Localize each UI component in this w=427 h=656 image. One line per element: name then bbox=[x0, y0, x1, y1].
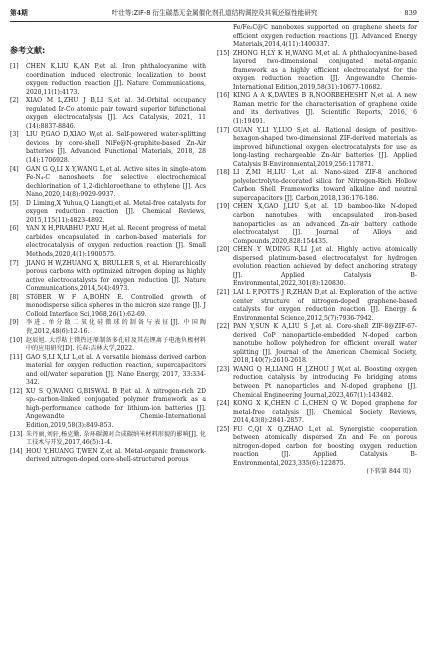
reference-item bbox=[217, 92, 417, 126]
reference-text: GAN G Q,LI X Y,WANG L,et al. Active sites in single-atom Fe-N₄-C nanosheets for selective electrochemical dechlorination of 1,2-dichloroethane to ethylene [J]. Acs Nano,2020,14(8):9929-9937. bbox=[26, 165, 206, 199]
reference-text: 朱丹丽,刘轩,杨克勤. 杂环碳源对合成碳纳米材料形貌的影响[J]. 化工技术与开发,2017,46(5):1-4. bbox=[26, 430, 206, 447]
reference-number: [16] bbox=[217, 92, 230, 100]
reference-item bbox=[217, 289, 417, 323]
reference-text: GAO S,LI X,LI L,et al. A versatile biomass derived carbon material for oxygen reduction reaction, supercapacitors and oil/water separation [J]. Nano Energy, 2017, 33:334-342. bbox=[26, 353, 206, 387]
reference-item bbox=[10, 294, 206, 320]
reference-item bbox=[217, 169, 417, 203]
reference-number: [13] bbox=[10, 430, 23, 438]
reference-number: [9] bbox=[10, 319, 19, 327]
references-left-column bbox=[10, 63, 206, 465]
reference-number: [25] bbox=[217, 425, 230, 433]
reference-text: 赵辰旭. 大浮粘土镁热还原制备多孔硅及其在锂离子电池负极材料中的应用研究[D]. 长春:吉林大学,2022. bbox=[26, 336, 206, 353]
reference-item bbox=[10, 354, 206, 388]
reference-number: [10] bbox=[10, 336, 23, 344]
reference-text: JIANG H W,ZHUANG X, BRULLER S, et al. Hierarchically porous carbons with optimized nitrogen doping as highly active electrocatalysts for oxygen reduction [J]. Nature Communications,2014,5(4):4973. bbox=[26, 259, 206, 293]
reference-item bbox=[10, 63, 206, 97]
reference-item bbox=[217, 203, 417, 246]
reference-number: [7] bbox=[10, 259, 19, 267]
reference-text: 李进. 单分散二氧化硅微球的制备与表征[J]. 中国陶瓷,2012,48(6):12-16. bbox=[26, 319, 206, 335]
reference-text: XU S Q,WANG G,BISWAL B P,et al. A nitrogen-rich 2D sp₂-carbon-linked conjugated polymer framework as a high-performance cathode for lithium-ion batteries [J]. Angewandte Chemie-International Edition,2019,58(3):849-853. bbox=[26, 387, 206, 429]
reference-item bbox=[10, 166, 206, 200]
reference-number: [22] bbox=[217, 323, 230, 331]
reference-number: [20] bbox=[217, 246, 230, 254]
reference-item bbox=[10, 200, 206, 226]
reference-text: CHEN K,LIU K,AN P,et al. Iron phthalocyanine with coordination induced electronic localization to boost oxygen reduction reaction [J]. Nature Communications, 2020,11(1):4173. bbox=[26, 63, 206, 96]
reference-text: LAI L F,POTTS J R,ZHAN D,et al. Exploration of the active center structure of nitrogen-doped graphene-based catalysts for oxygen reduction reaction [J]. Energy & Environmental Science,2012,5(7):7936-7942. bbox=[233, 288, 417, 322]
reference-number: [8] bbox=[10, 293, 19, 301]
reference-text: FU C,QI X Q,ZHAO L,et al. Synergistic cooperation between atomically dispersed Zn and Fe on porous nitrogen-doped carbon for boosting oxygen reduction reaction [J]. Applied Catalysis B-Environmental,2023,335(6):122875. bbox=[233, 425, 417, 467]
reference-item bbox=[217, 366, 417, 400]
continued-note: (下转第 844 页) bbox=[366, 468, 411, 476]
reference-text: YAN X H,PRABHU P,XU H,et al. Recent progress of metal carbides encapsulated in carbon-based materials for electrocatalysis of oxygen reduction reaction [J]. Small Methods,2020,4(1):1900575. bbox=[26, 225, 206, 259]
reference-text: PAN Y,SUN K A,LIU S J,et al. Core-shell ZIF-8@ZIF-67-derived CoP nanoparticle-embedded N-doped carbon nanotube hollow polyhedron for efficient overall water splitting [J]. Journal of the American Chemical Society, 2018,140(7):2610-2618. bbox=[233, 323, 417, 365]
reference-text: WANG Q H,LIANG H J,ZHOU J W,et al. Boosting oxygen reduction catalysis by introducing Fe bridging atoms between Pt nanoparticles and N-doped graphene [J]. Chemical Engineering Journal,2023,467(1):143482. bbox=[233, 365, 417, 399]
reference-item bbox=[10, 431, 206, 448]
reference-text: GUAN Y,LI Y,LUO S,et al. Rational design of positive-hexagon-shaped two-dimensional ZIF-derived materials as improved bifunctional oxygen electrocatalysts for use as long-lasting rechargeable Zn-Air batteries [J]. Applied Catalysis B-Environmental,2019,256:117871. bbox=[233, 126, 417, 168]
reference-item bbox=[10, 97, 206, 131]
reference-item bbox=[217, 400, 417, 426]
page-header bbox=[10, 7, 419, 19]
reference-number: [6] bbox=[10, 225, 19, 233]
reference-text: ZHONG H,LY K H,WANG M,et al. A phthalocyanine-based layered two-dimensional conjugated metal-organic framework as a highly efficient electrocatalyst for the oxygen reduction reaction [J]. Angewandte Chemie-International Edition,2019,58(31):10677-10682. bbox=[233, 49, 417, 91]
reference-text: HOU Y,HUANG T,WEN Z,et al. Metal-organic framework-derived nitrogen-doped core-shell-structured porous bbox=[26, 447, 206, 464]
running-title: 叶壮等:ZIF-8 衍生碳基无金属催化剂孔道结构调控及其氧还原性能研究 bbox=[111, 9, 318, 17]
reference-item bbox=[10, 260, 206, 294]
reference-item bbox=[10, 388, 206, 431]
reference-item bbox=[217, 127, 417, 170]
reference-item bbox=[217, 426, 417, 469]
reference-number: [24] bbox=[217, 400, 230, 408]
reference-item bbox=[10, 225, 206, 259]
reference-text: D Liming,X Yuhua,Q Liangti,et al. Metal-free catalysts for oxygen reduction reaction [J]. Chemical Reviews, 2015,115(11):4823-4892. bbox=[26, 199, 206, 224]
reference-text: STöBER W F A,BOHN E. Controlled growth of monodisperse silica spheres in the micron size range [J]. J Colloid Interface Sci,1968,26(1):62-69. bbox=[26, 293, 206, 318]
reference-number: [1] bbox=[10, 63, 19, 70]
reference-number: [18] bbox=[217, 169, 230, 177]
reference-number: [19] bbox=[217, 203, 230, 211]
reference-number: [3] bbox=[10, 131, 19, 139]
reference-item bbox=[10, 131, 206, 165]
reference-text: CHEN X,GAO J,LIU S,et al. 1D bamboo-like N-doped carbon nanotubes with encapsulated iron-based nanoparticles as an advanced Zn-air battery cathode electrocatalyst [J]. Journal of Alloys and Compounds,2020,828:154435. bbox=[233, 203, 417, 245]
reference-item bbox=[10, 337, 206, 354]
reference-number: [4] bbox=[10, 165, 19, 173]
issue-number: 第4期 bbox=[10, 9, 28, 17]
reference-number: [23] bbox=[217, 365, 230, 373]
reference-number: [12] bbox=[10, 387, 23, 395]
reference-number: [11] bbox=[10, 353, 23, 361]
reference-text: KING A A K,DAVIES B R,NOORBEHESHT N,et al. A new Raman metric for the characterisation of graphene oxide and its derivatives [J]. Scientific Reports, 2016, 6 (1):19491. bbox=[233, 92, 417, 126]
reference-text: CHEN Y W,DING R,LI J,et al. Highly active atomically dispersed platinum-based electrocatalyst for hydrogen evolution reaction achieved by defect anchoring strategy [J]. Applied Catalysis B-Environmental,2022,301(8):120830. bbox=[233, 246, 417, 288]
reference-number: [21] bbox=[217, 288, 230, 296]
reference-text: LIU P,GAO D,XIAO W,et al. Self-powered water-splitting devices by core-shell NiFe@N-graphite-based Zn-Air batteries [J]. Advanced Functional Materials, 2018, 28 (14):1706928. bbox=[26, 131, 206, 165]
reference-number: [15] bbox=[217, 49, 230, 57]
reference-number: [5] bbox=[10, 199, 19, 207]
reference-item bbox=[10, 448, 206, 465]
references-right-column bbox=[217, 24, 417, 477]
reference-continuation: Fe/Fe₃C@C nanoboxes supported on graphene sheets for efficient oxygen reduction reactions [J]. Advanced Energy Materials,2014,4(11):1400337. bbox=[233, 24, 417, 49]
reference-item bbox=[217, 50, 417, 93]
reference-number: [17] bbox=[217, 126, 230, 134]
reference-text: LI Z,MI H,LIU L,et al. Nano-sized ZIF-8 anchored polyelectrolyte-decorated silica for Nitrogen-Rich Hollow Carbon Shell Frameworks toward alkaline and neutral supercapacitors [J]. Carbon,2018,136:176-186. bbox=[233, 169, 417, 202]
reference-number: [2] bbox=[10, 97, 19, 105]
references-heading: 参考文献: bbox=[10, 46, 46, 55]
reference-text: KONG X K,CHEN C L,CHEN Q W. Doped graphene for metal-free catalysis [J]. Chemical Society Reviews, 2014,43(8):2841-2857. bbox=[233, 400, 417, 425]
reference-item bbox=[217, 246, 417, 289]
reference-item bbox=[217, 323, 417, 366]
page-number: 839 bbox=[404, 9, 417, 17]
reference-text: XIAO M L,ZHU J B,LI S,et al. 3d-Orbital occupancy regulated Ir-Co atomic pair toward superior bifunctional oxygen electrocatalysis [J]. Acs Catalysis, 2021, 11 (14):8837-8846. bbox=[26, 97, 206, 130]
header-rule bbox=[10, 21, 419, 22]
reference-number: [14] bbox=[10, 447, 23, 455]
reference-item bbox=[10, 319, 206, 336]
